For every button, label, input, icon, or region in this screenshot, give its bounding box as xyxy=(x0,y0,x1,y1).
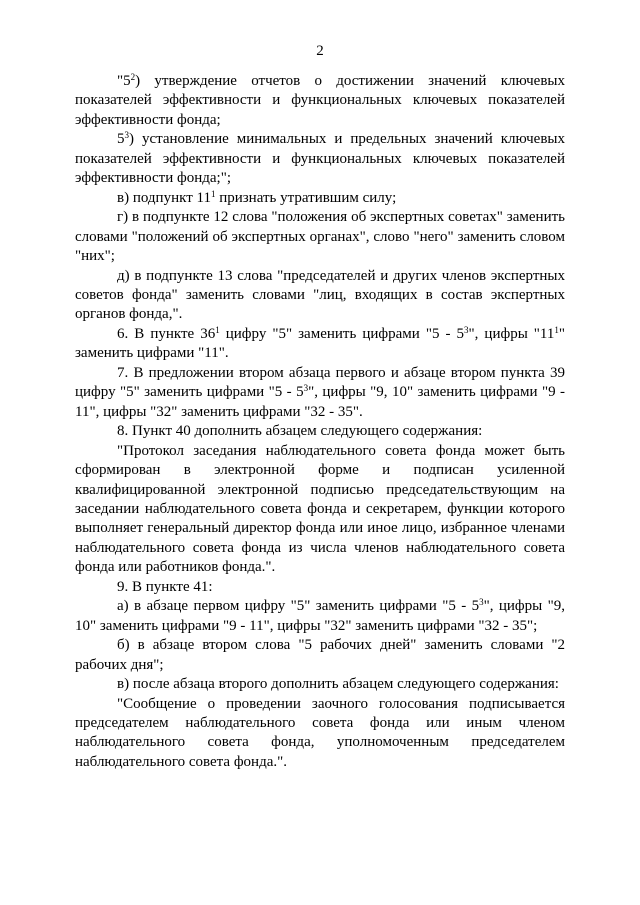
paragraph xyxy=(75,72,565,130)
paragraph xyxy=(75,130,565,188)
paragraph xyxy=(75,208,565,266)
text-run: 5 xyxy=(117,131,125,148)
text-run: д) в подпункте 13 слова "председателей и других членов экспертных советов фонда" заменить словами "лиц, входящих в состав экспертных органов фонда,". xyxy=(75,267,565,323)
paragraph xyxy=(75,636,565,675)
text-run: " заменить цифрами "11". xyxy=(75,325,565,362)
text-run: ) установление минимальных и предельных значений ключевых показателей эффективности и функциональных ключевых показателей эффективности фонда;"; xyxy=(75,131,565,187)
text-run: 9. В пункте 41: xyxy=(117,578,213,595)
text-run: ", цифры "9, 10" заменить цифрами "9 - 11", цифры "32" заменить цифрами "32 - 35". xyxy=(75,384,565,420)
text-run: 7. В предложении втором абзаца первого и абзаце втором пункта 39 цифру "5" заменить цифрами "5 - 5 xyxy=(75,364,565,401)
text-run: цифру "5" заменить цифрами "5 - 5 xyxy=(219,325,465,342)
paragraph xyxy=(75,675,565,694)
text-run: в) подпункт 11 xyxy=(117,189,211,206)
page-number: 2 xyxy=(316,43,324,59)
superscript: 1 xyxy=(554,324,559,335)
text-run: "Сообщение о проведении заочного голосования подписывается председателем наблюдательного совета фонда или иным членом наблюдательного совета фонда, уполномоченным председателем наблюдательного совета фонда.". xyxy=(75,695,565,770)
superscript: 1 xyxy=(215,324,220,335)
paragraph xyxy=(75,325,565,364)
paragraph xyxy=(75,695,565,773)
text-run: г) в подпункте 12 слова "положения об экспертных советах" заменить словами "положений об экспертных органах", слово "него" заменить словом "них"; xyxy=(75,209,565,265)
superscript: 2 xyxy=(130,72,136,82)
paragraph xyxy=(75,578,565,597)
superscript: 3 xyxy=(479,597,484,608)
text-run: 6. В пункте 36 xyxy=(117,325,216,342)
text-run: б) в абзаце втором слова "5 рабочих дней" заменить словами "2 рабочих дня"; xyxy=(75,637,565,673)
text-run: признать утратившим силу; xyxy=(215,189,397,206)
paragraph xyxy=(75,267,565,325)
superscript: 1 xyxy=(210,188,216,199)
superscript: 3 xyxy=(303,383,309,394)
text-run: ", цифры "9, 10" заменить цифрами "9 - 11", цифры "32" заменить цифрами "32 - 35"; xyxy=(75,598,565,634)
text-run: в) после абзаца второго дополнить абзацем следующего содержания: xyxy=(117,676,559,693)
paragraph xyxy=(75,442,565,578)
paragraph xyxy=(75,422,565,441)
paragraph xyxy=(75,189,565,208)
text-run: "5 xyxy=(117,73,131,89)
text-run: ) утверждение отчетов о достижении значений ключевых показателей эффективности и функциональных ключевых показателей эффективности фонда; xyxy=(75,73,565,128)
text-run: "Протокол заседания наблюдательного совета фонда может быть сформирован в электронной форме и подписан усиленной квалифицированной электронной подписью председательствующим на заседании наблюдательного совета фонда и секретарем, функции которого выполняет генеральный директор фонда или иное лицо, избранное членами наблюдательного совета фонда из числа членов наблюдательного совета фонда или работников фонда.". xyxy=(75,442,565,576)
paragraph xyxy=(75,364,565,422)
document-body xyxy=(75,72,565,772)
text-run: а) в абзаце первом цифру "5" заменить цифрами "5 - 5 xyxy=(117,598,480,615)
superscript: 3 xyxy=(124,130,129,141)
paragraph xyxy=(75,597,565,636)
superscript: 3 xyxy=(464,324,469,335)
text-run: ", цифры "11 xyxy=(468,325,555,342)
text-run: 8. Пункт 40 дополнить абзацем следующего содержания: xyxy=(117,423,483,440)
